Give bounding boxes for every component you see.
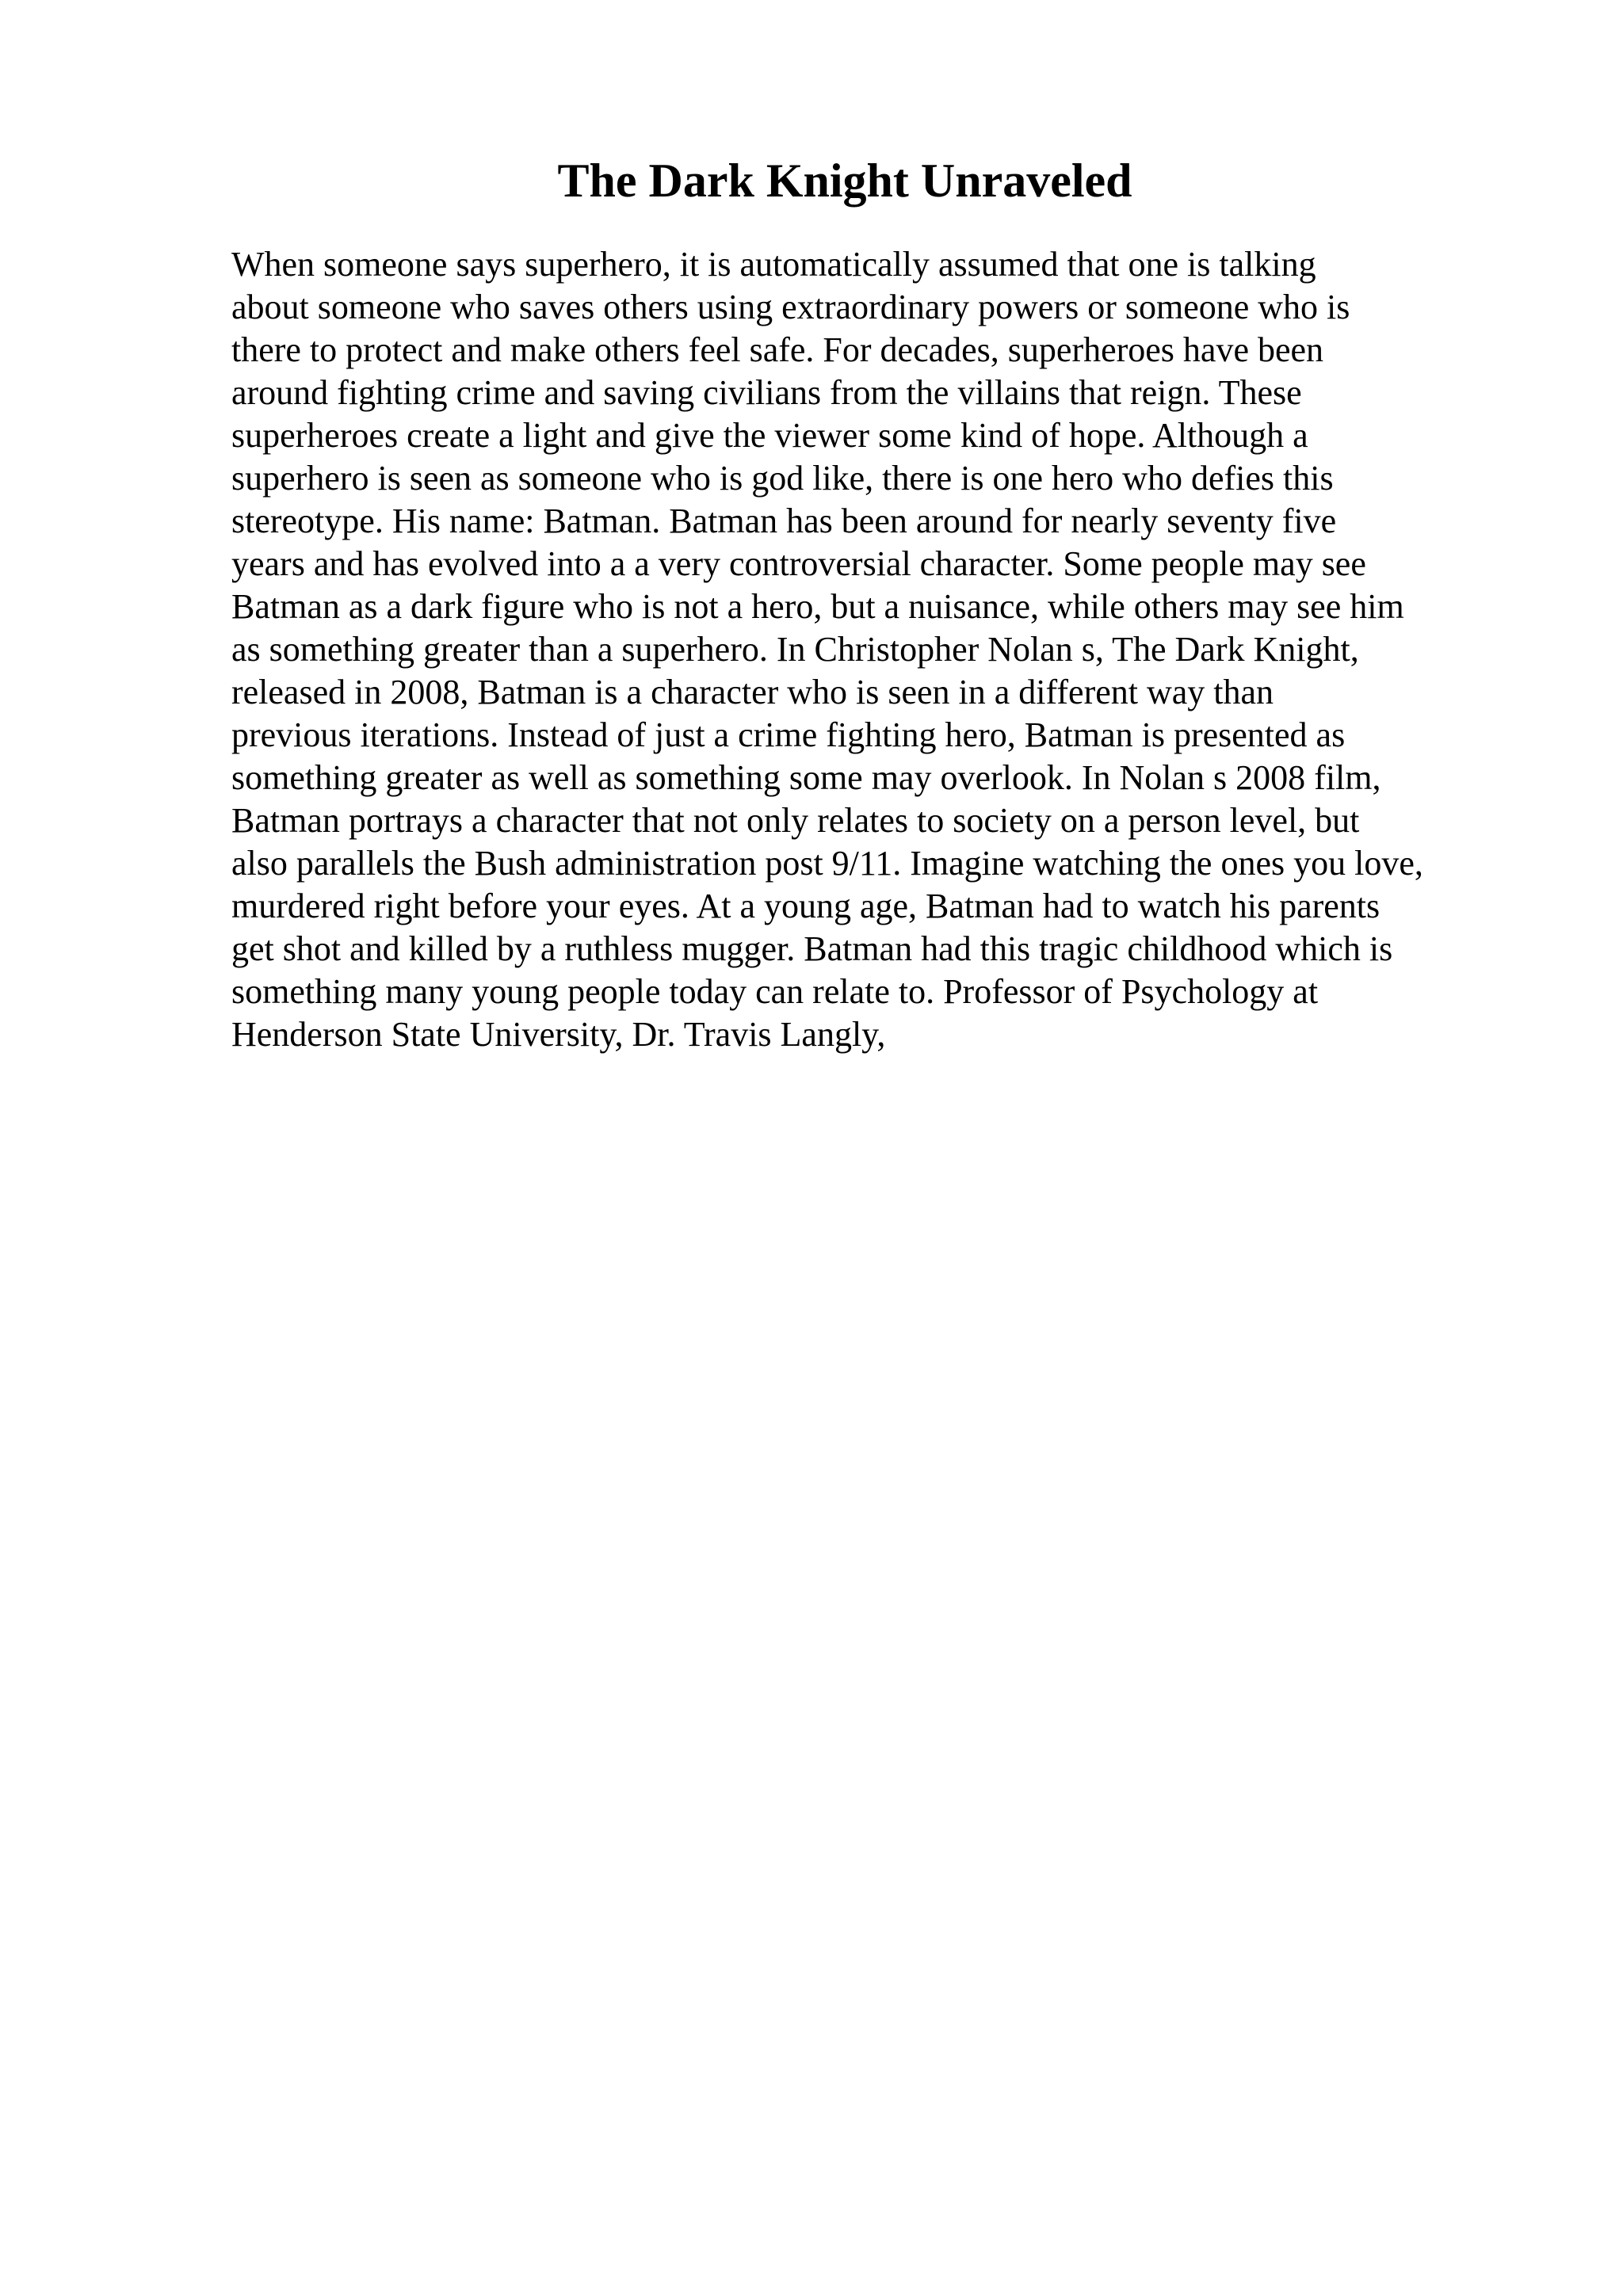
text-line: years and has evolved into a a very controversial character. Some people may see (231, 544, 1366, 583)
text-line: as something greater than a superhero. In Christopher Nolan s, The Dark Knight, (231, 630, 1359, 669)
body-paragraph (231, 243, 1499, 1056)
text-line: stereotype. His name: Batman. Batman has been around for nearly seventy five (231, 502, 1337, 540)
text-line: Batman portrays a character that not only relates to society on a person level, but (231, 801, 1360, 840)
text-line: there to protect and make others feel safe. For decades, superheroes have been (231, 330, 1324, 369)
text-line: Batman as a dark figure who is not a hero, but a nuisance, while others may see him (231, 587, 1404, 626)
text-line: around fighting crime and saving civilians from the villains that reign. These (231, 373, 1302, 412)
text-line: about someone who saves others using extraordinary powers or someone who is (231, 288, 1350, 326)
text-line: superhero is seen as someone who is god like, there is one hero who defies this (231, 459, 1334, 498)
text-line: get shot and killed by a ruthless mugger. Batman had this tragic childhood which is (231, 929, 1393, 968)
text-line: Henderson State University, Dr. Travis Langly, (231, 1015, 886, 1054)
text-line: also parallels the Bush administration post 9/11. Imagine watching the ones you love, (231, 844, 1423, 883)
text-line: When someone says superhero, it is automatically assumed that one is talking (231, 245, 1316, 284)
text-line: previous iterations. Instead of just a crime fighting hero, Batman is presented as (231, 715, 1346, 754)
text-line: superheroes create a light and give the viewer some kind of hope. Although a (231, 416, 1308, 455)
text-line: released in 2008, Batman is a character who is seen in a different way than (231, 673, 1274, 711)
text-line: murdered right before your eyes. At a young age, Batman had to watch his parents (231, 887, 1381, 925)
text-line: something greater as well as something some may overlook. In Nolan s 2008 film, (231, 758, 1381, 797)
text-line: something many young people today can relate to. Professor of Psychology at (231, 972, 1319, 1011)
document-title: The Dark Knight Unraveled (557, 154, 1132, 207)
